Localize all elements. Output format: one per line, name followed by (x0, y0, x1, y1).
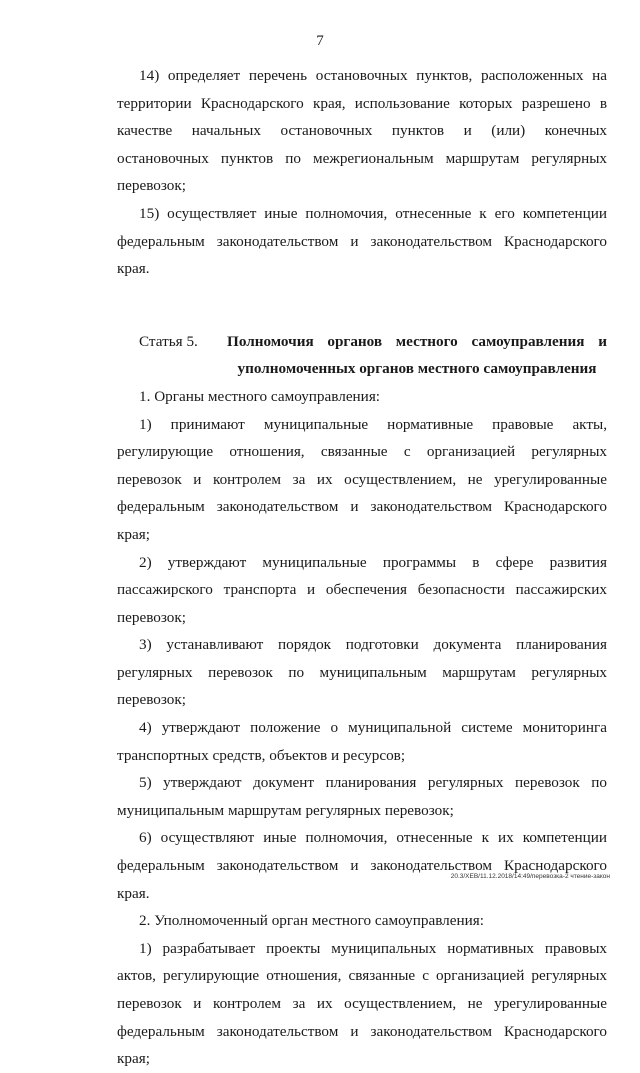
paragraph-s1-item-1: 1) принимают муниципальные нормативные правовые акты, регулирующие отношения, связанные с организацией регулярных перевозок и контролем за их осуществлением, не урегулированные федеральным законодательством и законодательством Краснодарского края; (117, 415, 607, 543)
article-heading (117, 328, 607, 383)
article-number: Статья 5. (139, 332, 198, 350)
paragraph-s1-item-2: 2) утверждают муниципальные программы в сфере развития пассажирского транспорта и обеспечения безопасности пассажирских перевозок; (117, 553, 607, 626)
paragraph-s1-item-4: 4) утверждают положение о муниципальной системе мониторинга транспортных средств, объектов и ресурсов; (117, 719, 607, 764)
paragraph-s1-item-6: 6) осуществляют иные полномочия, отнесенные к их компетенции федеральным законодательством и законодательством Краснодарского края. (117, 829, 607, 902)
section-2-heading: 2. Уполномоченный орган местного самоуправления: (139, 912, 484, 930)
page-number: 7 (316, 33, 324, 49)
paragraph-s2-item-1: 1) разрабатывает проекты муниципальных нормативных правовых актов, регулирующие отношения, связанные с организацией регулярных перевозок и контролем за их осуществлением, не урегулированные федеральным законодательством и законодательством Краснодарского края; (117, 939, 607, 1068)
section-1-heading: 1. Органы местного самоуправления: (139, 387, 381, 405)
article-title: Полномочия органов местного самоуправления и уполномоченных органов местного самоуправления (227, 332, 607, 378)
paragraph-s1-item-3: 3) устанавливают порядок подготовки документа планирования регулярных перевозок по муниципальным маршрутам регулярных перевозок; (117, 636, 607, 709)
document-body (117, 62, 607, 1073)
paragraph-item-14: 14) определяет перечень остановочных пунктов, расположенных на территории Краснодарского края, использование которых разрешено в качестве начальных остановочных пунктов и (или) конечных остановочных пунктов по межрегиональным маршрутам регулярных перевозок; (117, 67, 607, 195)
paragraph-item-15: 15) осуществляет иные полномочия, отнесенные к его компетенции федеральным законодательством и законодательством Краснодарского края. (117, 204, 607, 278)
paragraph-s1-item-5: 5) утверждают документ планирования регулярных перевозок по муниципальным маршрутам регулярных перевозок; (117, 774, 607, 819)
document-footer-code: 20.3/ХЕВ/11.12.2018/14:49/перевозка-2 чтение-закон (450, 873, 610, 880)
